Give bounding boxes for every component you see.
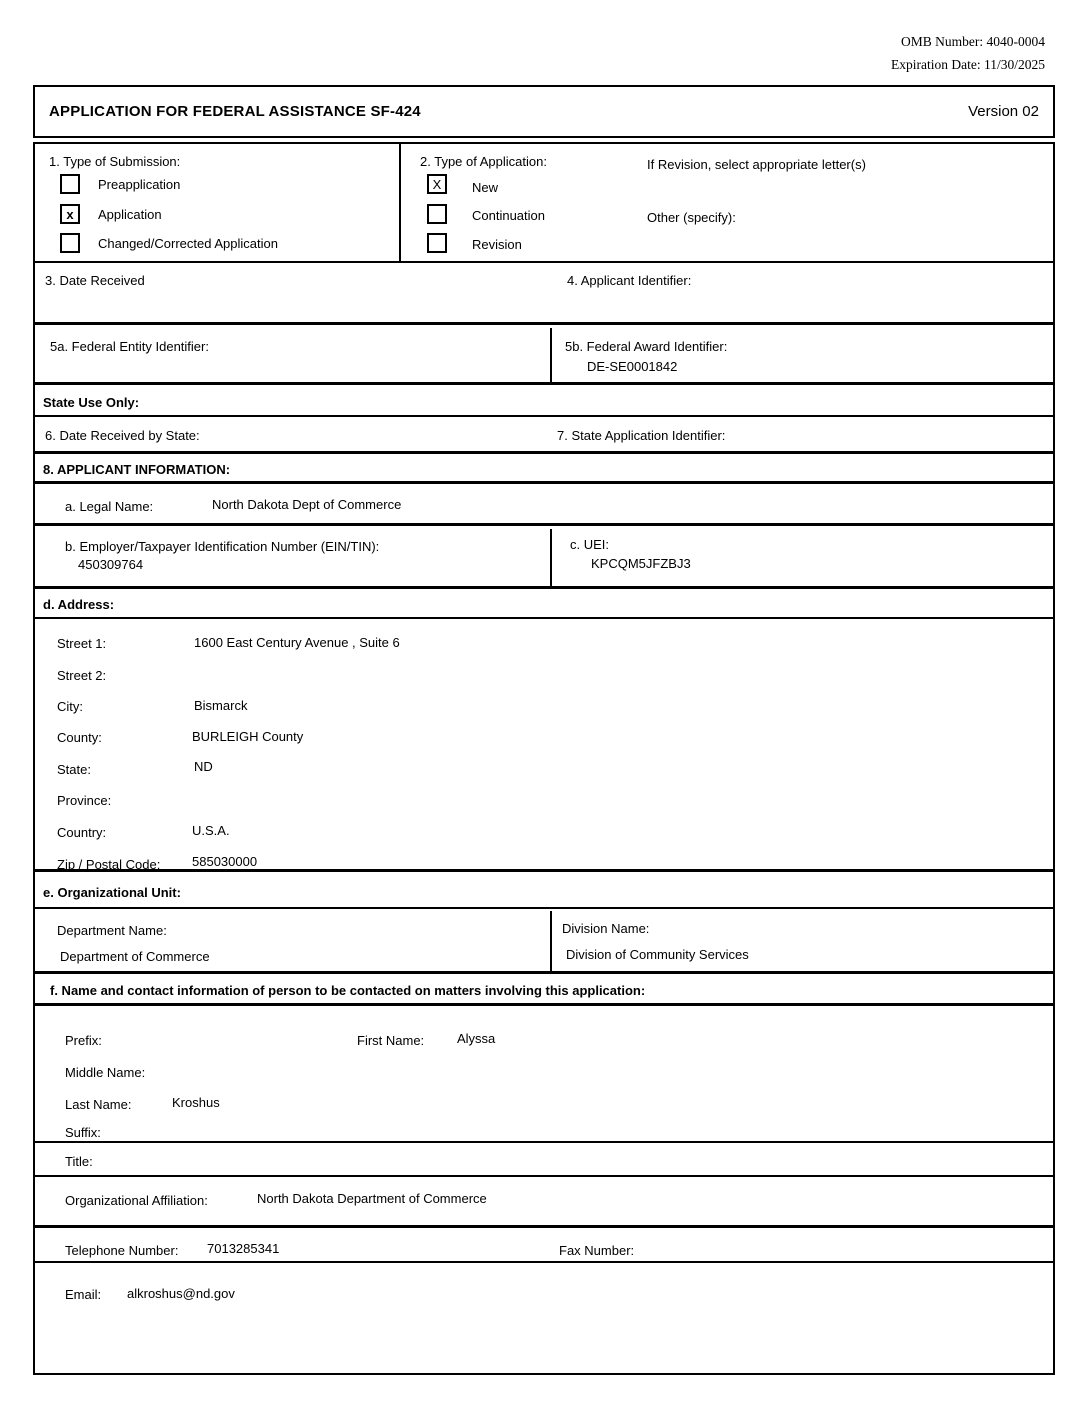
country-value[interactable]: U.S.A. [192, 823, 230, 838]
last-name-value[interactable]: Kroshus [172, 1095, 220, 1110]
date-received-label: 3. Date Received [45, 273, 145, 288]
telephone-label: Telephone Number: [65, 1243, 179, 1258]
org-affiliation-label: Organizational Affiliation: [65, 1193, 208, 1208]
row-address-fields [35, 621, 1053, 872]
federal-entity-identifier-label: 5a. Federal Entity Identifier: [50, 339, 209, 354]
row-type-of-submission [35, 144, 1053, 263]
checkbox-continuation[interactable] [427, 204, 447, 224]
last-name-label: Last Name: [65, 1097, 132, 1112]
row-state-received [35, 419, 1053, 454]
federal-award-identifier-value[interactable]: DE-SE0001842 [587, 359, 678, 374]
row-department-division [35, 911, 1053, 974]
omb-number: OMB Number: 4040-0004 [901, 34, 1045, 49]
revision-label: Revision [472, 237, 522, 252]
form-version: Version 02 [968, 103, 1039, 120]
street1-value[interactable]: 1600 East Century Avenue , Suite 6 [194, 635, 400, 650]
country-label: Country: [57, 825, 107, 840]
city-label: City: [57, 699, 83, 714]
department-name-value[interactable]: Department of Commerce [60, 949, 210, 964]
middle-name-label: Middle Name: [65, 1065, 146, 1080]
checkbox-changed-corrected[interactable] [60, 233, 80, 253]
row-federal-identifiers [35, 328, 1053, 385]
preapplication-label: Preapplication [98, 177, 181, 192]
row-address-header [35, 592, 1053, 619]
state-label: State: [57, 762, 91, 777]
division-name-label: Division Name: [562, 921, 650, 936]
uei-value[interactable]: KPCQM5JFZBJ3 [591, 556, 691, 571]
divider-vertical [550, 529, 552, 586]
legal-name-value[interactable]: North Dakota Dept of Commerce [212, 497, 402, 512]
uei-label: c. UEI: [570, 537, 610, 552]
divider-vertical [399, 144, 401, 261]
state-use-only-label: State Use Only: [43, 395, 140, 410]
changed-corrected-label: Changed/Corrected Application [98, 236, 278, 251]
ein-value[interactable]: 450309764 [78, 557, 144, 572]
applicant-identifier-label: 4. Applicant Identifier: [567, 273, 692, 288]
fax-label: Fax Number: [559, 1243, 635, 1258]
application-label: Application [98, 207, 162, 222]
divider-vertical [550, 328, 552, 382]
federal-award-identifier-label: 5b. Federal Award Identifier: [565, 339, 728, 354]
other-specify-label: Other (specify): [647, 210, 736, 225]
row-email [35, 1265, 1053, 1377]
row-ein-uei [35, 529, 1053, 589]
checkbox-new[interactable]: X [427, 174, 447, 194]
ein-label: b. Employer/Taxpayer Identification Number (EIN/TIN): [65, 539, 380, 554]
state-application-identifier-label: 7. State Application Identifier: [557, 428, 726, 443]
zip-label: Zip / Postal Code: [57, 857, 161, 872]
applicant-information-header: 8. APPLICANT INFORMATION: [43, 462, 231, 477]
sf424-form [33, 142, 1055, 1375]
state-value[interactable]: ND [194, 759, 213, 774]
row-contact-name-fields [35, 1009, 1053, 1143]
email-label: Email: [65, 1287, 102, 1302]
email-value[interactable]: alkroshus@nd.gov [127, 1286, 235, 1301]
revision-note-label: If Revision, select appropriate letter(s) [647, 157, 866, 172]
checkbox-preapplication[interactable] [60, 174, 80, 194]
continuation-label: Continuation [472, 208, 545, 223]
checkbox-revision[interactable] [427, 233, 447, 253]
row-contact-header [35, 977, 1053, 1006]
zip-value[interactable]: 585030000 [192, 854, 258, 869]
street1-label: Street 1: [57, 636, 107, 651]
form-header-box [33, 85, 1055, 138]
province-label: Province: [57, 793, 112, 808]
legal-name-label: a. Legal Name: [65, 499, 154, 514]
row-legal-name [35, 487, 1053, 526]
suffix-label: Suffix: [65, 1125, 101, 1140]
date-received-by-state-label: 6. Date Received by State: [45, 428, 200, 443]
division-name-value[interactable]: Division of Community Services [566, 947, 749, 962]
expiration-date: Expiration Date: 11/30/2025 [891, 57, 1045, 72]
divider-vertical [550, 911, 552, 971]
city-value[interactable]: Bismarck [194, 698, 248, 713]
department-name-label: Department Name: [57, 923, 167, 938]
county-label: County: [57, 730, 102, 745]
type-of-submission-label: 1. Type of Submission: [49, 154, 181, 169]
type-of-application-label: 2. Type of Application: [420, 154, 547, 169]
row-title [35, 1145, 1053, 1177]
title-label: Title: [65, 1154, 93, 1169]
street2-label: Street 2: [57, 668, 107, 683]
row-applicant-information [35, 457, 1053, 484]
form-title: APPLICATION FOR FEDERAL ASSISTANCE SF-424 [49, 103, 421, 120]
first-name-value[interactable]: Alyssa [457, 1031, 496, 1046]
prefix-label: Prefix: [65, 1033, 102, 1048]
checkbox-application[interactable]: x [60, 204, 80, 224]
row-telephone-fax [35, 1231, 1053, 1263]
row-org-affiliation [35, 1179, 1053, 1228]
row-date-received [35, 265, 1053, 325]
telephone-value[interactable]: 7013285341 [207, 1241, 280, 1256]
org-affiliation-value[interactable]: North Dakota Department of Commerce [257, 1191, 487, 1206]
row-org-unit-header [35, 875, 1053, 909]
address-header: d. Address: [43, 597, 115, 612]
county-value[interactable]: BURLEIGH County [192, 729, 304, 744]
org-unit-header: e. Organizational Unit: [43, 885, 181, 900]
new-label: New [472, 180, 499, 195]
contact-header: f. Name and contact information of person to be contacted on matters involving this application: [50, 983, 646, 998]
row-state-use-only [35, 388, 1053, 417]
first-name-label: First Name: [357, 1033, 425, 1048]
